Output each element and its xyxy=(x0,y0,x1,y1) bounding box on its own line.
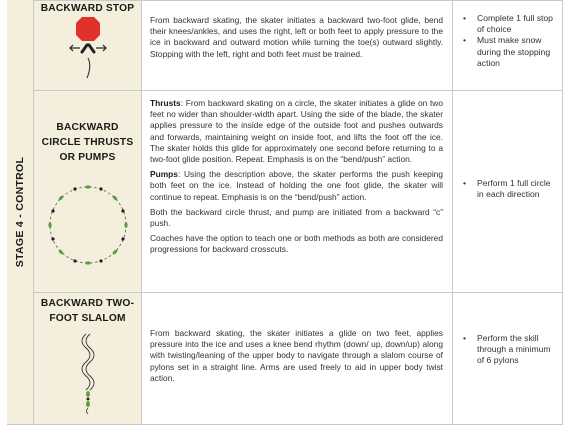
criteria-item: • Perform 1 full circle in each direction xyxy=(463,178,556,200)
description-paragraph: Thrusts: From backward skating on a circle, the skater initiates a glide on two feet no wider than shoulder-width apart. Using the side of the blade, the skater applies pressure to the inside edge of the outside foot and pushes outwards and forwards, maintaining weight on inside foot, and lifts the foot off the ice. The skater holds this glide for approximately one second before returning to a two-foot glide position. Repeat. Emphasis is on the “bend/push” action. xyxy=(150,98,443,165)
term-pumps: Pumps xyxy=(150,169,178,180)
skill-title: BACKWARD TWO-FOOT SLALOM xyxy=(40,298,135,324)
description-paragraph: Both the backward circle thrust, and pump are initiated from a backward “c” push. xyxy=(150,206,443,229)
stage-label: STAGE 4 - CONTROL xyxy=(14,156,26,268)
skills-table xyxy=(33,0,563,425)
slalom-track-icon xyxy=(73,332,103,416)
criteria-cell xyxy=(453,91,563,293)
table-row xyxy=(34,293,563,425)
criteria-cell xyxy=(453,1,563,91)
description-paragraph: Coaches have the option to teach one or both methods as both are considered progressions for backward crosscuts. xyxy=(150,233,443,255)
criteria-item: • Complete 1 full stop of choice xyxy=(463,13,556,35)
stage-column xyxy=(7,0,34,425)
skill-cell xyxy=(34,91,142,293)
description-paragraph: From backward skating, the skater initiates a backward two-foot glide, bend their knees/ankles, and uses the right, left or both feet to apply pressure to the ice in backward and outward motion while turning the toe(s) outward slightly. Stopping with the left, right and both feet must be trained. xyxy=(150,15,443,59)
skill-cell xyxy=(34,1,142,91)
criteria-item: • Must make snow during the stopping action xyxy=(463,35,556,69)
description-cell xyxy=(142,1,453,91)
description-cell xyxy=(142,91,453,293)
skill-cell xyxy=(34,293,142,425)
criteria-item: • Perform the skill through a minimum of 6 pylons xyxy=(463,333,556,367)
table-row xyxy=(34,91,563,293)
description-paragraph: Pumps: Using the description above, the skater performs the push keeping both feet on the ice. Instead of holding the one foot glide, the skater will continue to repeat. Emphasis is on the “bend/push” action. xyxy=(150,169,443,202)
circle-pattern-icon xyxy=(38,179,138,271)
skill-title: BACKWARD STOP xyxy=(40,3,135,14)
skill-title: BACKWARD CIRCLE THRUSTS OR PUMPS xyxy=(41,122,134,163)
description-paragraph: From backward skating, the skater initiates a glide on two feet, applies pressure into the ice and uses a knee bend rhythm (down/ up, down/up) along with twisting/leaning of the upper body to navigate through a slalom course of pylons set in a straight line. Arms are used freely to aid in upper body twist action. xyxy=(150,328,443,383)
term-thrusts: Thrusts xyxy=(150,98,181,108)
table-row xyxy=(34,1,563,91)
criteria-cell xyxy=(453,293,563,425)
description-cell xyxy=(142,293,453,425)
stop-sign-icon xyxy=(58,16,118,80)
